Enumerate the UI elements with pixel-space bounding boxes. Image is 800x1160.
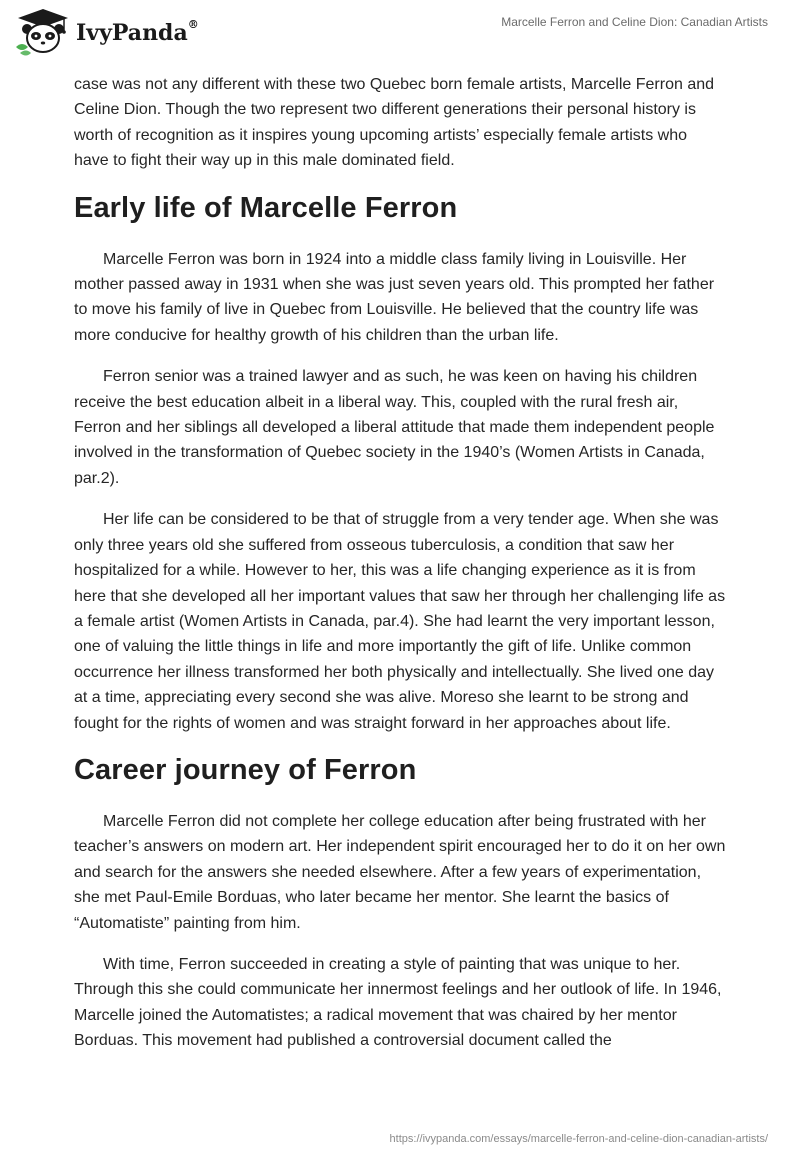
section-heading-career: Career journey of Ferron: [74, 753, 417, 786]
panda-icon: [14, 7, 72, 57]
ivypanda-logo[interactable]: [14, 6, 199, 58]
section-heading-early-life: Early life of Marcelle Ferron: [74, 191, 458, 224]
document-title: Marcelle Ferron and Celine Dion: Canadian Artists: [501, 15, 768, 29]
source-url[interactable]: https://ivypanda.com/essays/marcelle-ferron-and-celine-dion-canadian-artists/: [389, 1133, 768, 1145]
paragraph: Ferron senior was a trained lawyer and as such, he was keen on having his children receive the best education albeit in a liberal way. This, coupled with the rural fresh air, Ferron and her siblings all developed a liberal attitude that made them independent people involved in the transformation of Quebec society in the 1940’s (Women Artists in Canada, par.2).: [74, 368, 715, 487]
paragraph: Marcelle Ferron was born in 1924 into a middle class family living in Louisville. Her mother passed away in 1931 when she was just seven years old. This prompted her father to move his family of live in Quebec from Louisville. He believed that the country life was more conducive for healthy growth of his children than the urban life.: [74, 250, 715, 344]
page-header: [0, 0, 800, 68]
intro-paragraph: case was not any different with these two Quebec born female artists, Marcelle Ferron and Celine Dion. Though the two represent two different generations their personal history is worth of recognition as it inspires young upcoming artists’ especially female artists who have to fight their way up in this male dominated field.: [74, 76, 715, 170]
paragraph: With time, Ferron succeeded in creating a style of painting that was unique to her. Through this she could communicate her innermost feelings and her outlook of life. In 1946, Marcelle joined the Automatistes; a radical movement that was chaired by her mentor Borduas. This movement had published a controversial document called the: [74, 955, 722, 1050]
essay-content: [74, 72, 726, 1070]
paragraph: Marcelle Ferron did not complete her college education after being frustrated with her teacher’s answers on modern art. Her independent spirit encouraged her to do it on her own and search for the answers she needed elsewhere. After a few years of experimentation, she met Paul-Emile Borduas, who later became her mentor. She learnt the basics of “Automatiste” painting from him.: [74, 812, 726, 932]
paragraph: Her life can be considered to be that of struggle from a very tender age. When she was only three years old she suffered from osseous tuberculosis, a condition that saw her hospitalized for a while. However to her, this was a life changing experience as it is from here that she developed all her important values that saw her through her challenging life as a female artist (Women Artists in Canada, par.4). She had learnt the very important lesson, one of valuing the little things in life and more importantly the gift of life. Unlike common occurrence her illness transformed her both physically and intellectually. She lived one day at a time, appreciating every second she was alive. Moreso she learnt to be strong and fought for the rights of women and was straight forward in her approaches about life.: [74, 511, 726, 732]
logo-text: IvyPanda®: [76, 17, 199, 46]
